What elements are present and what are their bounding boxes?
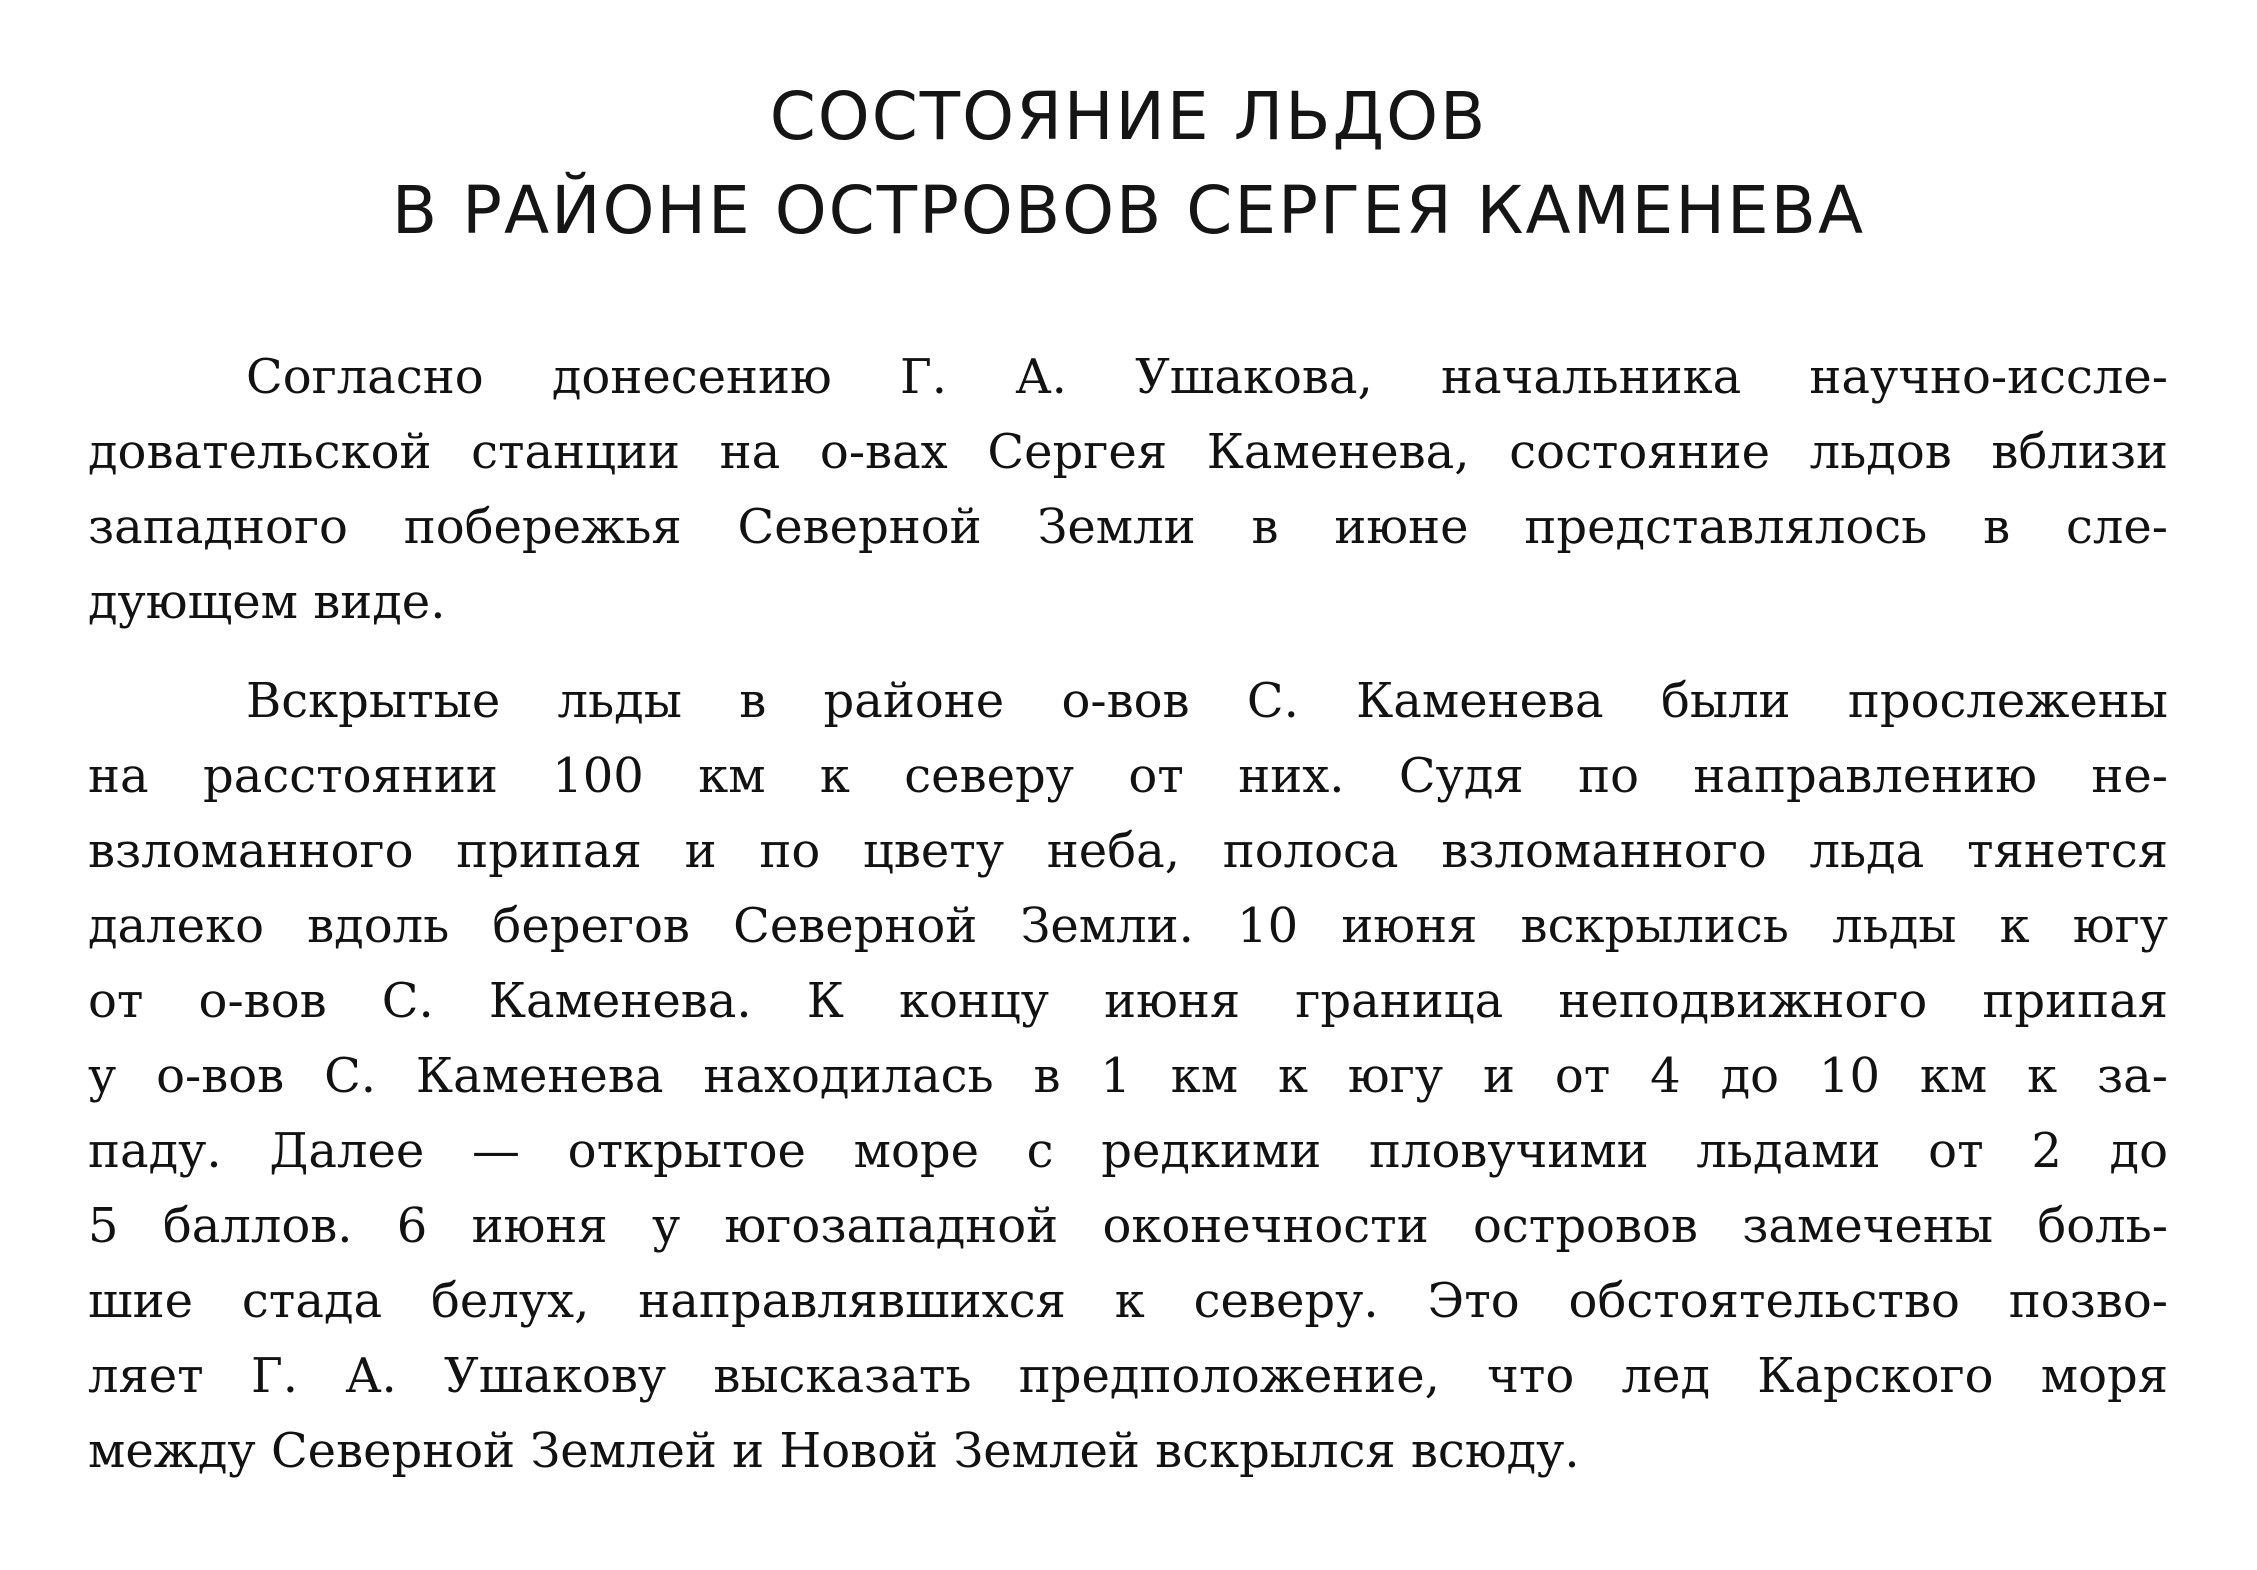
paragraph-2-line-11: между Северной Землей и Новой Землей вскрылся всюду.: [88, 1423, 1580, 1479]
paragraph-2-line-5: от о-вов С. Каменева. К концу июня граница неподвижного припая: [88, 973, 2168, 1029]
paragraph-1-line-4: дующем виде.: [88, 574, 446, 630]
paragraph-2-line-6: у о-вов С. Каменева находилась в 1 км к югу и от 4 до 10 км к за-: [88, 1048, 2168, 1104]
paragraph-1-line-3: западного побережья Северной Земли в июне представлялось в сле-: [88, 499, 2168, 555]
paragraph-2-line-8: 5 баллов. 6 июня у югозападной оконечности островов замечены боль-: [88, 1198, 2168, 1254]
paragraph-2-line-3: взломанного припая и по цвету неба, полоса взломанного льда тянется: [88, 823, 2168, 879]
paragraph-1-line-1: Согласно донесению Г. А. Ушакова, начальника научно-иссле-: [246, 349, 2168, 405]
paragraph-2-line-9: шие стада белух, направлявшихся к северу. Это обстоятельство позво-: [88, 1273, 2168, 1329]
paragraph-2-line-1: Вскрытые льды в районе о-вов С. Каменева были прослежены: [246, 673, 2168, 729]
document-body: [88, 340, 2168, 1489]
paragraph-2: [88, 664, 2168, 1489]
paragraph-2-line-4: далеко вдоль берегов Северной Земли. 10 июня вскрылись льды к югу: [88, 898, 2168, 954]
paragraph-1: [88, 340, 2168, 640]
title-line-2: В РАЙОНЕ ОСТРОВОВ СЕРГЕЯ КАМЕНЕВА: [391, 172, 1866, 249]
paragraph-2-line-7: паду. Далее — открытое море с редкими пловучими льдами от 2 до: [88, 1123, 2168, 1179]
title-line-1: СОСТОЯНИЕ ЛЬДОВ: [769, 78, 1488, 155]
paragraph-1-line-2: довательской станции на о-вах Сергея Каменева, состояние льдов вблизи: [88, 424, 2168, 480]
paragraph-2-line-2: на расстоянии 100 км к северу от них. Судя по направлению не-: [88, 748, 2168, 804]
document-title: [0, 70, 2257, 258]
paragraph-2-line-10: ляет Г. А. Ушакову высказать предположение, что лед Карского моря: [88, 1348, 2168, 1404]
